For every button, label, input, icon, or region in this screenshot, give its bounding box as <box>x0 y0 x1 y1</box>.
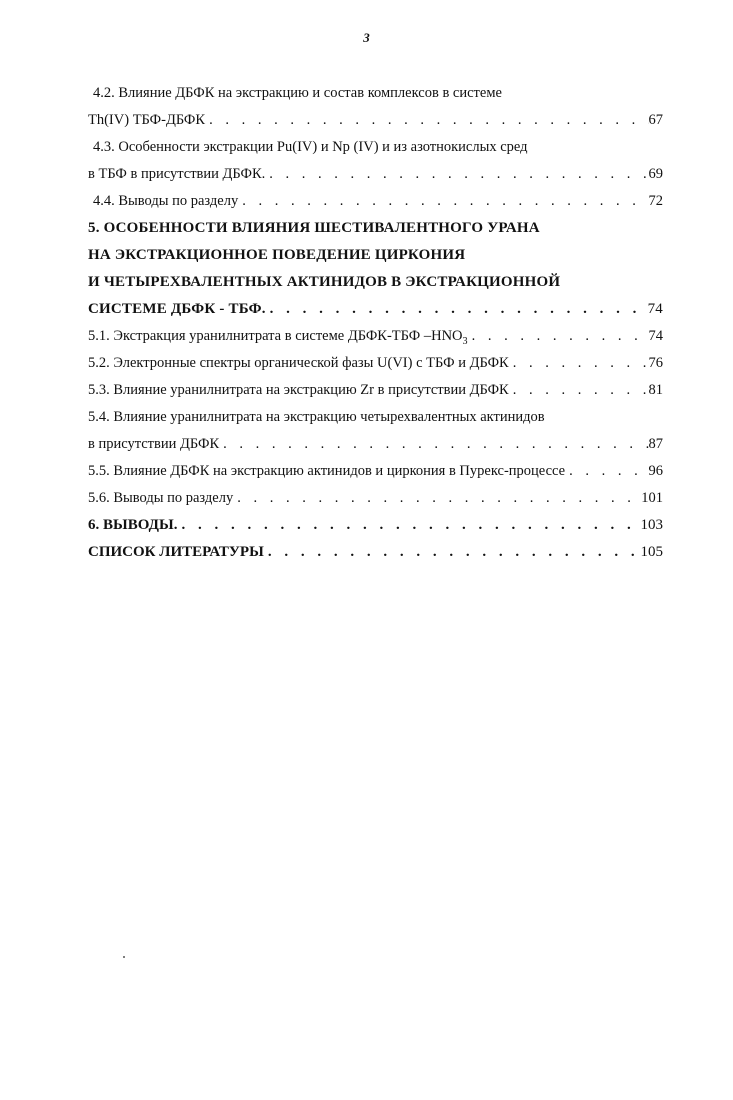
toc-entry-title: в присутствии ДБФК <box>88 436 220 452</box>
dot-leader <box>468 323 649 350</box>
toc-page-number: 101 <box>641 490 663 506</box>
toc-entry-title: 5.5. Влияние ДБФК на экстракцию актинидов и циркония в Пурекс-процессе <box>88 463 566 479</box>
toc-page-number: 74 <box>648 328 663 344</box>
toc-page-number: 87 <box>648 436 663 452</box>
toc-entry-title: 5.3. Влияние уранилнитрата на экстракцию Zr в присутствии ДБФК <box>88 382 509 398</box>
toc-page-number: 96 <box>648 463 663 479</box>
dot-leader <box>265 161 648 188</box>
toc-entry-title: Th(IV) ТБФ-ДБФК <box>88 112 206 128</box>
toc-page-number: 69 <box>648 166 663 182</box>
dot-leader <box>219 431 648 458</box>
toc-chapter-5[interactable] <box>88 296 663 323</box>
toc-page-number: 105 <box>640 544 663 560</box>
toc-entry-title: 6. ВЫВОДЫ. <box>88 517 178 533</box>
toc-page-number: 74 <box>647 301 663 317</box>
dot-leader <box>509 350 649 377</box>
dot-leader <box>264 539 641 566</box>
toc-entry-title: 5.6. Выводы по разделу <box>88 490 234 506</box>
toc-entry-title: СИСТЕМЕ ДБФК - ТБФ. <box>88 301 266 317</box>
toc-page-number: 103 <box>640 517 663 533</box>
toc-entry-5-2[interactable] <box>88 350 663 377</box>
table-of-contents <box>88 80 663 566</box>
toc-entry-title: 4.4. Выводы по разделу <box>93 193 239 209</box>
toc-entry-5-5[interactable] <box>88 458 663 485</box>
dot-leader <box>565 458 648 485</box>
toc-entry-5-3[interactable] <box>88 377 663 404</box>
toc-entry-4-3-line1: 4.3. Особенности экстракции Pu(IV) и Np (IV) и из азотнокислых сред <box>93 139 528 155</box>
toc-entry-5-6[interactable] <box>88 485 663 512</box>
toc-page-number: 67 <box>648 112 663 128</box>
toc-chapter-5-line3: И ЧЕТЫРЕХВАЛЕНТНЫХ АКТИНИДОВ В ЭКСТРАКЦИОННОЙ <box>88 274 561 290</box>
toc-references[interactable] <box>88 539 663 566</box>
toc-chapter-5-line2: НА ЭКСТРАКЦИОННОЕ ПОВЕДЕНИЕ ЦИРКОНИЯ <box>88 247 466 263</box>
toc-entry-title: СПИСОК ЛИТЕРАТУРЫ <box>88 544 264 560</box>
toc-entry-5-4-line1: 5.4. Влияние уранилнитрата на экстракцию четырехвалентных актинидов <box>88 409 545 425</box>
scan-speck <box>123 956 125 958</box>
dot-leader <box>509 377 649 404</box>
toc-page-number: 76 <box>648 355 663 371</box>
toc-page-number: 81 <box>648 382 663 398</box>
toc-page-number: 72 <box>648 193 663 209</box>
toc-entry-title: 5.2. Электронные спектры органической фазы U(VI) с ТБФ и ДБФК <box>88 355 509 371</box>
dot-leader <box>266 296 648 323</box>
toc-chapter-5-line1: 5. ОСОБЕННОСТИ ВЛИЯНИЯ ШЕСТИВАЛЕНТНОГО УРАНА <box>88 220 540 236</box>
dot-leader <box>205 107 648 134</box>
dot-leader <box>233 485 641 512</box>
subscript: 3 <box>462 335 468 347</box>
toc-entry-5-4[interactable] <box>88 431 663 458</box>
toc-entry-title <box>88 323 468 350</box>
toc-entry-title: в ТБФ в присутствии ДБФК. <box>88 166 266 182</box>
dot-leader <box>177 512 640 539</box>
dot-leader <box>238 188 648 215</box>
page-number: 3 <box>363 30 370 45</box>
toc-entry-4-4[interactable] <box>88 188 663 215</box>
toc-entry-4-3[interactable] <box>88 161 663 188</box>
toc-entry-4-2-line1: 4.2. Влияние ДБФК на экстракцию и состав комплексов в системе <box>93 85 502 101</box>
toc-entry-4-2[interactable] <box>88 107 663 134</box>
toc-entry-5-1[interactable] <box>88 323 663 350</box>
toc-chapter-6[interactable] <box>88 512 663 539</box>
toc-entry-title-text: 5.1. Экстракция уранилнитрата в системе ДБФК-ТБФ –HNO <box>88 328 463 344</box>
